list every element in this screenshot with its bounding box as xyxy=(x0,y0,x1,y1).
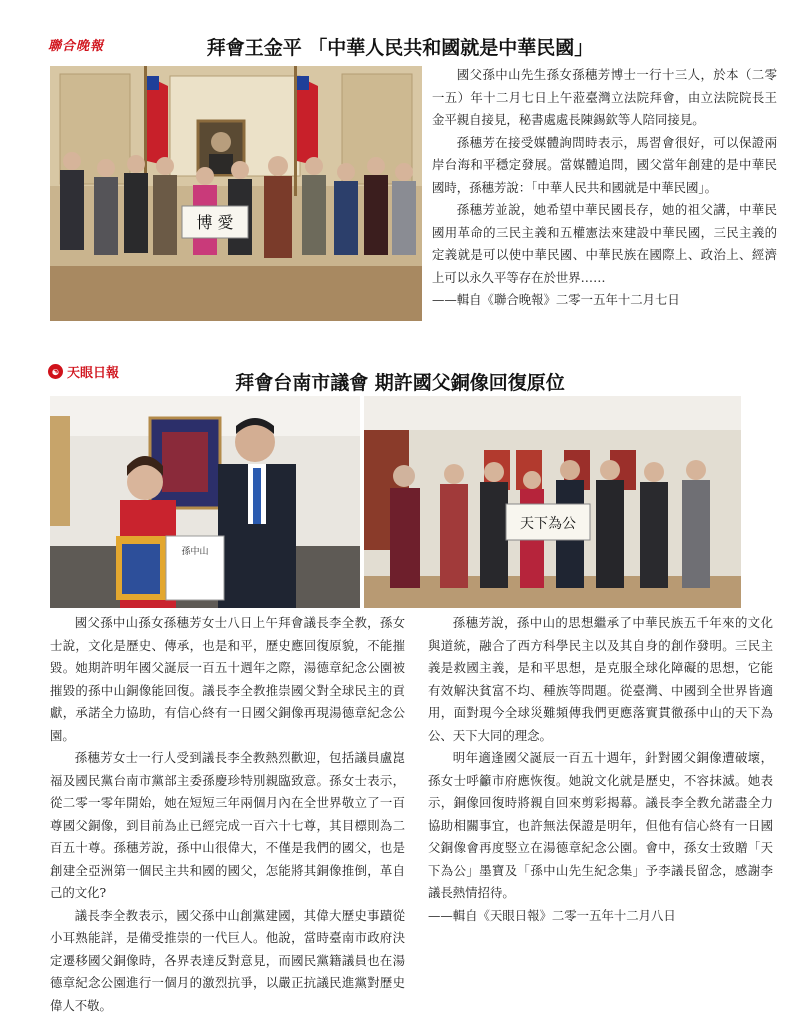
article2-paragraph: 國父孫中山孫女孫穗芳女士八日上午拜會議長李全教，孫女士說，文化是歷史、傳承，也是和平，歷史應回復原貌，不能摧毀。她期許明年國父誕辰一百五十週年之際，湯德章紀念公園被摧毀的孫中山銅像能回復。議長李全教推崇國父對全球民主的貢獻，承諾全力協助，有信心終有一日國父銅像再現湯德章紀念公園。 xyxy=(50,612,405,747)
group-photo-legislative-yuan xyxy=(50,66,422,321)
tianxia-banner-text: 天下為公 xyxy=(520,516,576,532)
lianhe-wanbao-masthead: 聯合晚報 xyxy=(48,35,104,54)
article2-right-column xyxy=(428,612,773,927)
article2-headline: 拜會台南市議會 期許國父銅像回復原位 xyxy=(0,368,800,395)
boai-banner-text: 博 愛 xyxy=(196,213,233,232)
article1-photo xyxy=(50,66,422,321)
article1-paragraph: 國父孫中山先生孫女孫穗芳博士一行十三人，於本（二零一五）年十二月七日上午蒞臺灣立法院拜會，由立法院院長王金平親自接見，秘書處處長陳錫欽等人陪同接見。 xyxy=(432,64,777,132)
photo-book-presentation xyxy=(50,396,360,608)
article2-paragraph: 明年適逢國父誕辰一百五十週年，針對國父銅像遭破壞，孫女士呼籲市府應恢復。她說文化就是歷史，不容抹滅。她表示，銅像回復時將親自回來剪彩揭幕。議長李全教允諾盡全力協助相關事宜，也許無法保證是明年，但他有信心終有一日國父銅像會再度竪立在湯德章紀念公園。會中，孫女士致贈「天下為公」墨寶及「孫中山先生紀念集」予李議長留念，感謝李議長熱情招待。 xyxy=(428,747,773,905)
article2-paragraph: 議長李全教表示，國父孫中山創黨建國，其偉大歷史事蹟從小耳熟能詳，是備受推崇的一代巨人。他說，當時臺南市政府決定遷移國父銅像時，各界表達反對意見，而國民黨籍議員也在湯德章紀念公園進行一個月的激烈抗爭，以嚴正抗議民進黨對歷史偉人不敬。 xyxy=(50,905,405,1017)
article1-body xyxy=(432,64,777,312)
article2-source: ——輯自《天眼日報》二零一五年十二月八日 xyxy=(428,905,773,928)
article2-paragraph: 孫穗芳女士一行人受到議長李全教熱烈歡迎，包括議員盧崑福及國民黨台南市黨部主委孫慶珍特別親臨致意。孫女士表示，從二零一零年開始，她在短短三年兩個月內在全世界敬立了一百尊國父銅像，到目前為止已經完成一百六十七尊，其目標則為二百五十尊。孫穗芳說，孫中山很偉大，不僅是我們的國父，也是創建全亞洲第一個民主共和國的國父，怎能將其銅像推倒，革自己的文化? xyxy=(50,747,405,905)
tianyan-masthead-text: 天眼日報 xyxy=(67,362,119,381)
article1-paragraph: 孫穗芳在接受媒體詢問時表示，馬習會很好，可以保證兩岸台海和平穩定發展。當媒體追問，國父當年創建的是中華民國時，孫穗芳說：「中華人民共和國就是中華民國」。 xyxy=(432,132,777,200)
article2-photo-right xyxy=(364,396,741,608)
article2-paragraph: 孫穗芳說，孫中山的思想繼承了中華民族五千年來的文化與道統，融合了西方科學民主以及其自身的創作發明。三民主義是救國主義，是和平思想，是克服全球化障礙的思想，它能有效解決貧富不均、種族等問題。從臺灣、中國到全世界皆適用，面對現今全球災難頻傳我們更應落實貫徹孫中山的天下為公、天下大同的理念。 xyxy=(428,612,773,747)
article2-left-column xyxy=(50,612,405,1017)
article2-photo-left xyxy=(50,396,360,608)
photo-tianxia-weigong xyxy=(364,396,741,608)
tianyan-logo-icon: ☯ xyxy=(48,364,63,379)
book-title-text: 孫中山 xyxy=(181,545,208,557)
article1-source: ——輯自《聯合晚報》二零一五年十二月七日 xyxy=(432,289,777,312)
article1-paragraph: 孫穗芳並說，她希望中華民國長存，她的祖父講，中華民國用革命的三民主義和五權憲法來建設中華民國，三民主義的定義就是可以使中華民國、中華民族在國際上、政治上、經濟上可以永久平等存在於世界…… xyxy=(432,199,777,289)
article1-headline: 拜會王金平 「中華人民共和國就是中華民國」 xyxy=(0,33,800,60)
